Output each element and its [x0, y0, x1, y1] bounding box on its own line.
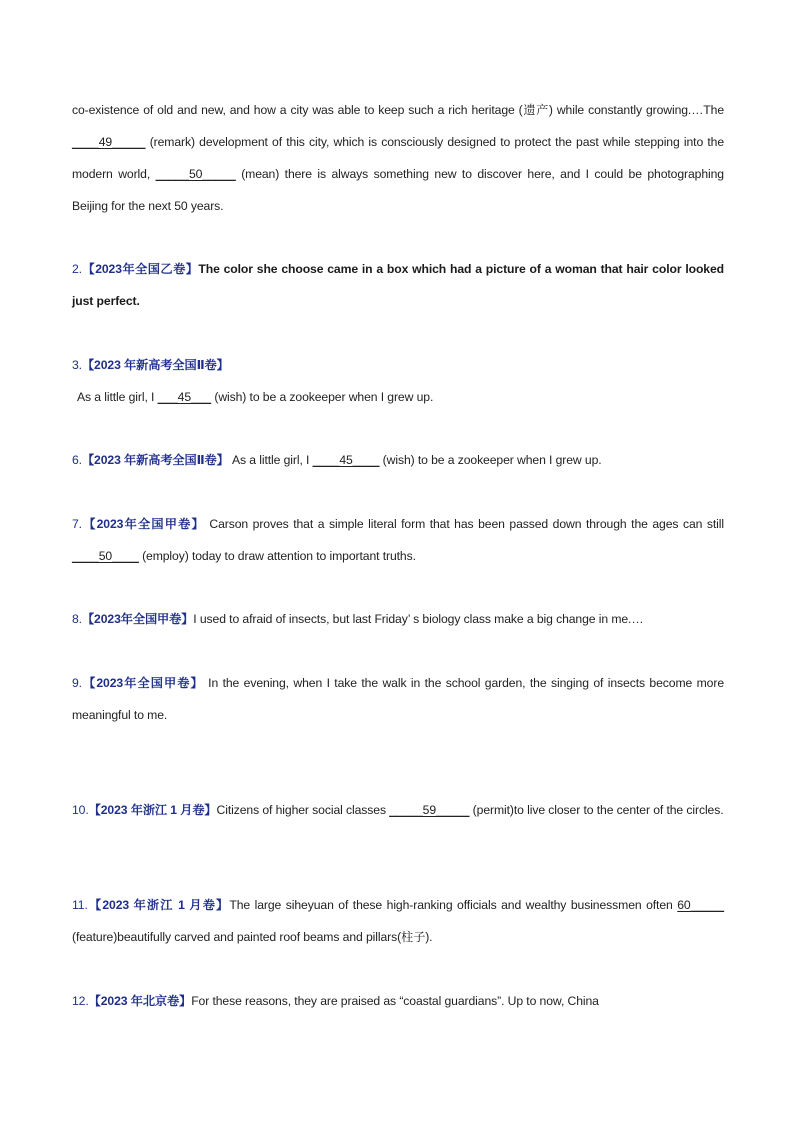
question-number: 12. — [72, 994, 89, 1008]
sentence-text: (wish) to be a zookeeper when I grew up. — [379, 453, 602, 467]
question-number: 3. — [72, 358, 82, 372]
question-number: 2. — [72, 262, 82, 276]
sentence-text: As a little girl, I — [228, 453, 313, 467]
source-tag: 【2023 年新高考全国Ⅱ卷】 — [81, 453, 229, 467]
question-text: The color she choose came in a box which had a picture of a woman that hair color looked just perfect. — [72, 262, 724, 308]
question-number: 9. — [72, 676, 82, 690]
question-10 — [72, 794, 724, 826]
sentence-text: (wish) to be a zookeeper when I grew up. — [211, 390, 434, 404]
sentence-text: In the evening, when I take the walk in the school garden, the singing of insects become more meaningful to me. — [72, 676, 724, 722]
sentence-text: I used to afraid of insects, but last Friday’ s biology class make a big change in me.… — [193, 612, 644, 626]
sentence-text: (mean) there is always something new to discover here, and I could be photographing Beijing for the next 50 years. — [72, 167, 724, 213]
answer-blank: ____45____ — [312, 453, 380, 467]
question-11 — [72, 889, 724, 953]
question-continuation — [72, 94, 724, 222]
question-9 — [72, 667, 724, 731]
answer-blank: ____49_____ — [72, 135, 146, 149]
question-3-body — [72, 381, 729, 413]
question-number: 11. — [72, 898, 88, 912]
question-number: 6. — [72, 453, 82, 467]
answer-blank: _____50_____ — [155, 167, 236, 181]
question-7 — [72, 508, 724, 572]
sentence-text: For these reasons, they are praised as “coastal guardians”. Up to now, China — [191, 994, 599, 1008]
source-tag: 【2023年全国乙卷】 — [81, 262, 199, 276]
source-tag: 【2023 年浙江 1 月卷】 — [87, 898, 230, 912]
question-8 — [72, 603, 724, 635]
question-2 — [72, 253, 724, 317]
sentence-text: Carson proves that a simple literal form that has been passed down through the ages can still — [204, 517, 724, 531]
answer-blank: 60_____ — [677, 898, 724, 912]
question-6 — [72, 444, 724, 476]
answer-blank: ___45___ — [157, 390, 212, 404]
sentence-text: (employ) today to draw attention to important truths. — [138, 549, 416, 563]
answer-blank: _____59_____ — [389, 803, 470, 817]
sentence-text: (remark) development of this city, which is consciously designed to protect the past while stepping into the modern world, — [72, 135, 724, 181]
source-tag: 【2023 年新高考全国Ⅱ卷】 — [81, 358, 229, 372]
source-tag: 【2023年全国甲卷】 — [81, 676, 204, 690]
source-tag: 【2023 年浙江 1 月卷】 — [88, 803, 217, 817]
sentence-text: As a little girl, I — [77, 390, 158, 404]
question-12 — [72, 985, 724, 1017]
source-tag: 【2023 年北京卷】 — [88, 994, 192, 1008]
source-tag: 【2023年全国甲卷】 — [81, 517, 205, 531]
question-number: 8. — [72, 612, 82, 626]
sentence-text: Citizens of higher social classes — [216, 803, 390, 817]
sentence-text: The large siheyuan of these high-ranking officials and wealthy businessmen often — [229, 898, 678, 912]
sentence-text: co-existence of old and new, and how a city was able to keep such a rich heritage (遗产) while constantly growing.…The — [72, 103, 724, 117]
question-number: 7. — [72, 517, 82, 531]
question-3-heading — [72, 349, 724, 381]
source-tag: 【2023年全国甲卷】 — [81, 612, 194, 626]
sentence-text: (feature)beautifully carved and painted roof beams and pillars(柱子). — [72, 930, 433, 944]
sentence-text: (permit)to live closer to the center of the circles. — [469, 803, 724, 817]
answer-blank: ____50____ — [72, 549, 139, 563]
question-number: 10. — [72, 803, 89, 817]
